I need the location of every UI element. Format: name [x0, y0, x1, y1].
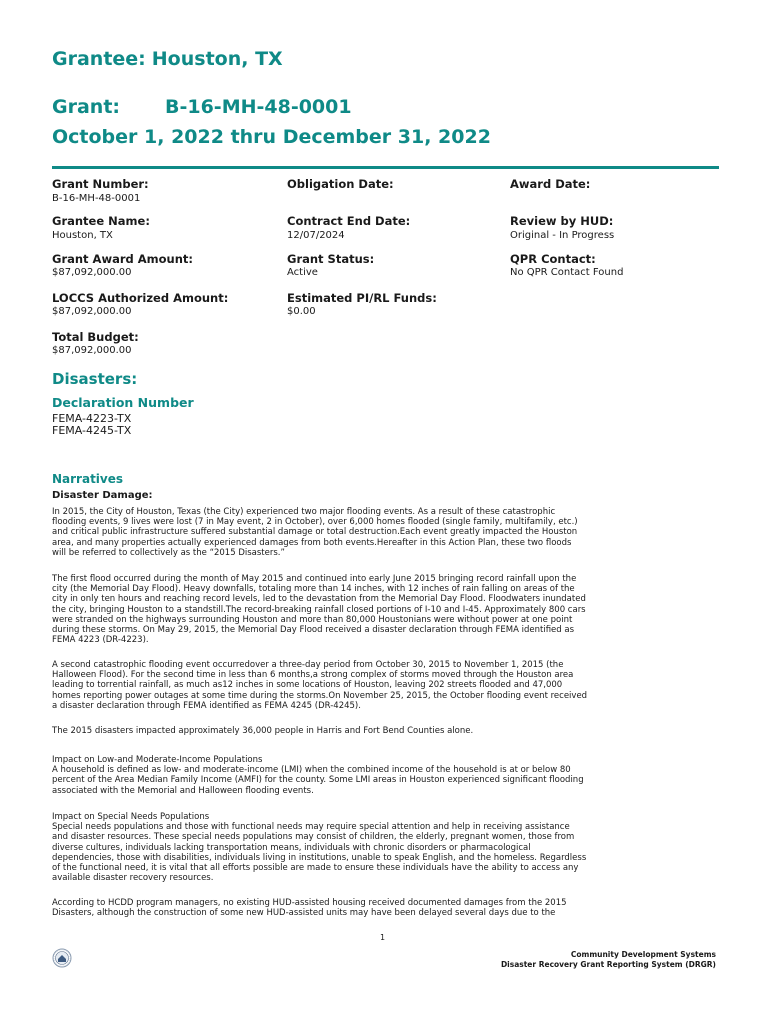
- contract-end-date-label: Contract End Date:: [287, 214, 411, 228]
- narrative-paragraph: The first flood occurred during the month of May 2015 and continued into early June 2015 bringing record rainfall upon the city (the Memorial Day Flood). Heavy downfalls, totaling more than 14 inches, with 12 inches of rain falling on areas of the city in only ten hours and reaching record levels, led to the devastation from the Memorial Day Flood. Floodwaters inundated the city, bringing Houston to a standstill.The record-breaking rainfall closed portions of I-10 and I-45. Approximately 800 cars were stranded on the highways surrounding Houston and more than 80,000 Houstonians were without power at one point during these storms. On May 29, 2015, the Memorial Day Flood received a disaster declaration through FEMA identified as FEMA 4223 (DR-4223).: [52, 574, 586, 646]
- footer-line-1: Community Development Systems: [570, 950, 716, 959]
- estimated-pi-rl-funds-label: Estimated PI/RL Funds:: [287, 291, 437, 305]
- declaration-item: FEMA-4223-TX: [52, 412, 132, 425]
- qpr-contact-value: No QPR Contact Found: [510, 267, 624, 278]
- award-date-label: Award Date:: [510, 177, 591, 191]
- total-budget-label: Total Budget:: [52, 330, 139, 344]
- disaster-damage-label: Disaster Damage:: [52, 490, 153, 501]
- narrative-paragraph: Impact on Low-and Moderate-Income Populations A household is defined as low- and moderate-income (LMI) when the combined income of the household is at or below 80 percent of the Area Median Family Income (AMFI) for the county. Some LMI areas in Houston experienced significant flooding associated with the Memorial and Halloween flooding events.: [52, 755, 584, 796]
- grant-label: Grant:: [52, 96, 120, 118]
- narratives-heading: Narratives: [52, 472, 124, 486]
- loccs-authorized-amount-value: $87,092,000.00: [52, 306, 132, 317]
- obligation-date-label: Obligation Date:: [287, 177, 394, 191]
- grant-status-label: Grant Status:: [287, 252, 375, 266]
- review-by-hud-value: Original - In Progress: [510, 230, 615, 241]
- footer-line-2: Disaster Recovery Grant Reporting System (DRGR): [500, 960, 716, 969]
- grant-award-amount-value: $87,092,000.00: [52, 267, 132, 278]
- review-by-hud-label: Review by HUD:: [510, 214, 614, 228]
- grant-heading: [52, 96, 352, 118]
- reporting-period: October 1, 2022 thru December 31, 2022: [52, 126, 491, 148]
- contract-end-date-value: 12/07/2024: [287, 230, 345, 241]
- narrative-paragraph: A second catastrophic flooding event occurredover a three-day period from October 30, 2015 to November 1, 2015 (the Halloween Flood). For the second time in less than 6 months,a strong complex of storms moved through the Houston area leading to torrential rainfall, as much as12 inches in some locations of Houston, leaving 202 streets flooded and 47,000 homes reporting power outages at some time during the storms.On November 25, 2015, the October flooding event received a disaster declaration through FEMA identified as FEMA 4245 (DR-4245).: [52, 660, 588, 711]
- hud-seal-icon: [52, 948, 72, 968]
- estimated-pi-rl-funds-value: $0.00: [287, 306, 316, 317]
- grant-status-value: Active: [287, 267, 318, 278]
- narrative-paragraph: According to HCDD program managers, no existing HUD-assisted housing received documented damages from the 2015 Disasters, although the construction of some new HUD-assisted units may have been delayed several days due to the: [52, 898, 567, 919]
- grant-value: B-16-MH-48-0001: [165, 96, 352, 118]
- qpr-contact-label: QPR Contact:: [510, 252, 596, 266]
- grant-award-amount-label: Grant Award Amount:: [52, 252, 194, 266]
- grantee-name-label: Grantee Name:: [52, 214, 150, 228]
- grantee-name-value: Houston, TX: [52, 230, 113, 241]
- footer-system-info: [501, 950, 716, 970]
- grant-number-label: Grant Number:: [52, 177, 149, 191]
- page-number: 1: [380, 933, 386, 942]
- grantee-heading: [52, 48, 283, 70]
- grantee-label: Grantee:: [52, 48, 146, 70]
- narrative-paragraph: In 2015, the City of Houston, Texas (the City) experienced two major flooding events. As a result of these catastrophic flooding events, 9 lives were lost (7 in May event, 2 in October), over 6,000 homes flooded (single family, multifamily, etc.) and critical public infrastructure suffered substantial damage or total destruction.Each event greatly impacted the Houston area, and many properties actually experienced damages from both events.Hereafter in this Action Plan, these two floods will be referred to collectively as the “2015 Disasters.”: [52, 507, 578, 558]
- narrative-paragraph: The 2015 disasters impacted approximately 36,000 people in Harris and Fort Bend Counties alone.: [52, 726, 474, 736]
- loccs-authorized-amount-label: LOCCS Authorized Amount:: [52, 291, 229, 305]
- declaration-item: FEMA-4245-TX: [52, 424, 132, 437]
- narrative-paragraph: Impact on Special Needs Populations Special needs populations and those with functional needs may require special attention and help in receiving assistance and disaster resources. These special needs populations may consist of children, the elderly, pregnant women, those from diverse cultures, individuals lacking transportation means, individuals with chronic disorders or pharmacological dependencies, those with disabilities, individuals living in institutions, unable to speak English, and the homeless. Regardless of the functional need, it is vital that all efforts possible are made to ensure these individuals have the ability to access any available disaster recovery resources.: [52, 812, 587, 884]
- disasters-heading: Disasters:: [52, 370, 138, 388]
- grantee-value: Houston, TX: [151, 48, 283, 70]
- grant-number-value: B-16-MH-48-0001: [52, 193, 141, 204]
- declaration-number-heading: Declaration Number: [52, 395, 194, 410]
- total-budget-value: $87,092,000.00: [52, 345, 132, 356]
- header-divider: [52, 166, 719, 169]
